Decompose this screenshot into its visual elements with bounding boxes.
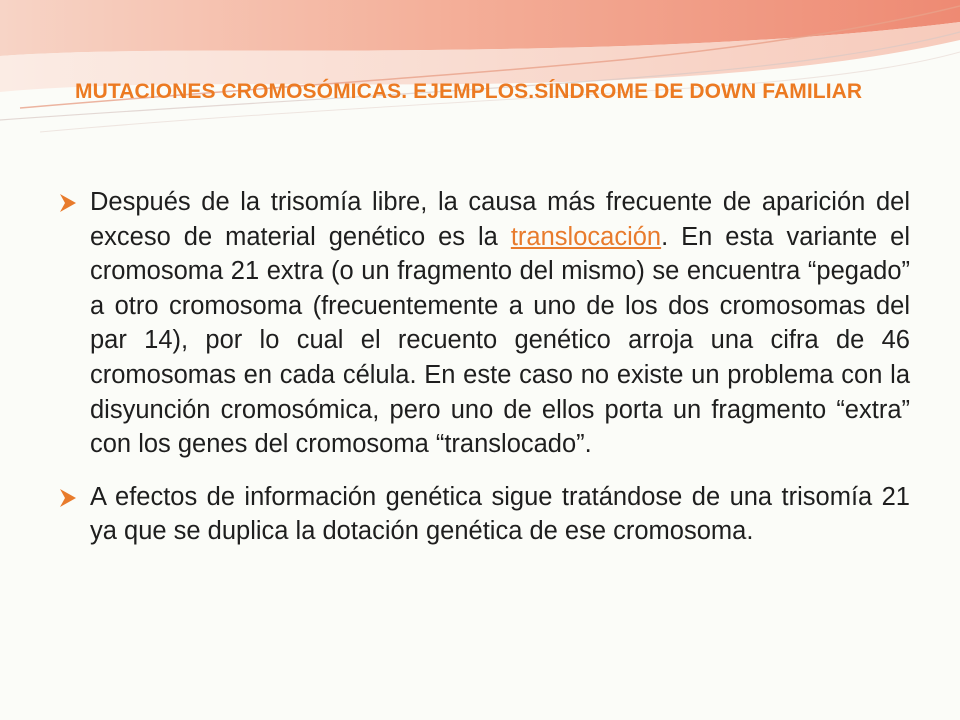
slide-body bbox=[50, 185, 910, 549]
paragraph-1-text-start: Después de la trisomía libre, la causa más frecuente de aparición del exceso de material genético es la bbox=[90, 188, 910, 251]
slide-title: MUTACIONES CROMOSÓMICAS. EJEMPLOS.SÍNDROME DE DOWN FAMILIAR bbox=[75, 80, 863, 103]
arrowhead-bullet-icon bbox=[58, 488, 78, 508]
translocation-link[interactable]: translocación bbox=[510, 222, 662, 251]
bullet-paragraph-1 bbox=[50, 185, 910, 462]
arrowhead-bullet-icon bbox=[58, 193, 78, 213]
bullet-paragraph-2 bbox=[50, 480, 910, 549]
paragraph-1-text-end: . En esta variante el cromosoma 21 extra (o un fragmento del mismo) se encuentra “pegado” a otro cromosoma (frecuentemente a uno de los dos cromosomas del par 14), por lo cual el recuento genético arroja una cifra de 46 cromosomas en cada célula. En este caso no existe un problema con la disyunción cromosómica, pero uno de ellos porta un fragmento “extra” con los genes del cromosoma “translocado”. bbox=[90, 222, 910, 459]
paragraph-2-text: A efectos de información genética sigue tratándose de una trisomía 21 ya que se duplica la dotación genética de ese cromosoma. bbox=[90, 482, 910, 546]
